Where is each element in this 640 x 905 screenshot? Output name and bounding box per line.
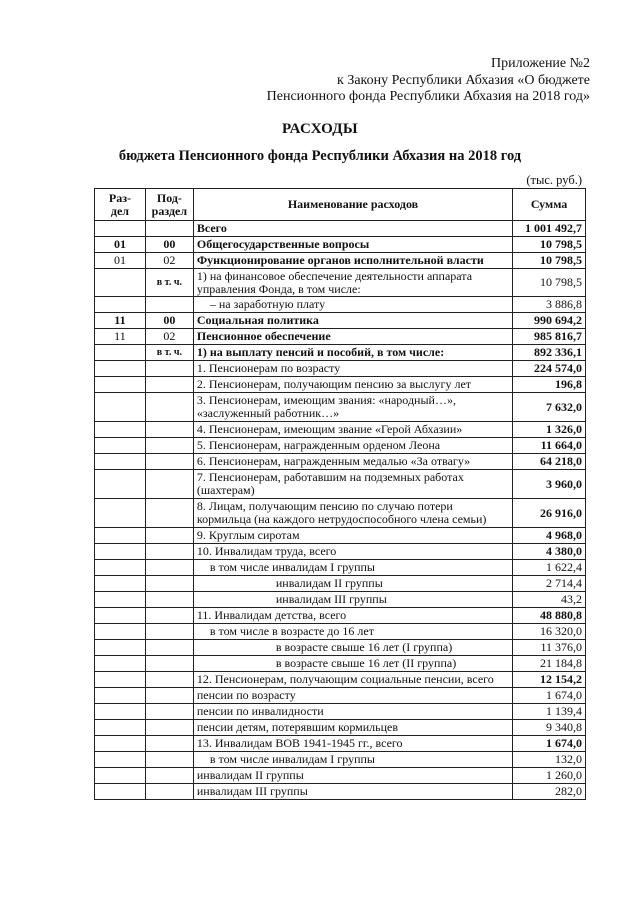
name-cell: 9. Круглым сиротам [193, 528, 512, 544]
sum-cell: 3 886,8 [513, 297, 586, 313]
table-row [95, 422, 586, 438]
header-name: Наименование расходов [193, 189, 512, 221]
table-row [95, 454, 586, 470]
table-row [95, 784, 586, 800]
sum-cell: 16 320,0 [513, 624, 586, 640]
sum-cell: 1 260,0 [513, 768, 586, 784]
sum-cell: 282,0 [513, 784, 586, 800]
podrazdel-cell [145, 297, 193, 313]
name-cell: 10. Инвалидам труда, всего [193, 544, 512, 560]
sum-cell: 196,8 [513, 377, 586, 393]
name-cell: в возрасте свыше 16 лет (II группа) [193, 656, 512, 672]
podrazdel-cell [145, 499, 193, 528]
razdel-cell: 01 [95, 253, 146, 269]
name-cell: в том числе инвалидам I группы [193, 560, 512, 576]
name-cell: инвалидам II группы [193, 768, 512, 784]
header-razdel: Раз- дел [95, 189, 146, 221]
podrazdel-cell [145, 377, 193, 393]
podrazdel-cell: 00 [145, 313, 193, 329]
name-cell: 7. Пенсионерам, работавшим на подземных работах (шахтерам) [193, 470, 512, 499]
podrazdel-cell: в т. ч. [145, 269, 193, 297]
podrazdel-cell [145, 688, 193, 704]
razdel-cell [95, 499, 146, 528]
name-cell: 3. Пенсионерам, имеющим звания: «народный…», «заслуженный работник…» [193, 393, 512, 422]
name-cell: 13. Инвалидам ВОВ 1941-1945 гг., всего [193, 736, 512, 752]
name-cell: Функционирование органов исполнительной власти [193, 253, 512, 269]
header-podrazdel: Под- раздел [145, 189, 193, 221]
law-reference-cont: Пенсионного фонда Республики Абхазия на 2018 год» [266, 89, 590, 104]
podrazdel-cell [145, 608, 193, 624]
podrazdel-cell [145, 768, 193, 784]
podrazdel-cell [145, 221, 193, 237]
name-cell: 4. Пенсионерам, имеющим звание «Герой Абхазии» [193, 422, 512, 438]
sum-cell: 10 798,5 [513, 253, 586, 269]
document-subtitle: бюджета Пенсионного фонда Республики Абхазия на 2018 год [118, 148, 522, 164]
name-cell: 1) на финансовое обеспечение деятельности аппарата управления Фонда, в том числе: [193, 269, 512, 297]
sum-cell: 3 960,0 [513, 470, 586, 499]
razdel-cell [95, 704, 146, 720]
razdel-cell [95, 688, 146, 704]
table-row [95, 329, 586, 345]
table-row [95, 736, 586, 752]
name-cell: 1) на выплату пенсий и пособий, в том числе: [193, 345, 512, 361]
podrazdel-cell [145, 784, 193, 800]
sum-cell: 43,2 [513, 592, 586, 608]
razdel-cell [95, 576, 146, 592]
table-row [95, 361, 586, 377]
sum-cell: 1 001 492,7 [513, 221, 586, 237]
name-cell: 1. Пенсионерам по возрасту [193, 361, 512, 377]
expenses-table [94, 188, 586, 800]
podrazdel-cell [145, 624, 193, 640]
name-cell: в том числе в возрасте до 16 лет [193, 624, 512, 640]
table-row [95, 752, 586, 768]
table-row [95, 768, 586, 784]
name-cell: инвалидам III группы [193, 592, 512, 608]
podrazdel-cell [145, 720, 193, 736]
razdel-cell [95, 752, 146, 768]
podrazdel-cell [145, 704, 193, 720]
name-cell: Общегосударственные вопросы [193, 237, 512, 253]
podrazdel-cell [145, 672, 193, 688]
razdel-cell [95, 422, 146, 438]
sum-cell: 26 916,0 [513, 499, 586, 528]
table-row [95, 640, 586, 656]
name-cell: инвалидам II группы [193, 576, 512, 592]
razdel-cell [95, 297, 146, 313]
sum-cell: 1 674,0 [513, 688, 586, 704]
razdel-cell: 11 [95, 329, 146, 345]
document-title: РАСХОДЫ [282, 121, 358, 137]
podrazdel-cell [145, 640, 193, 656]
sum-cell: 10 798,5 [513, 237, 586, 253]
podrazdel-cell [145, 393, 193, 422]
sum-cell: 985 816,7 [513, 329, 586, 345]
podrazdel-cell: 02 [145, 329, 193, 345]
name-cell: пенсии детям, потерявшим кормильцев [193, 720, 512, 736]
razdel-cell [95, 624, 146, 640]
sum-cell: 1 139,4 [513, 704, 586, 720]
table-row [95, 720, 586, 736]
name-cell: в возрасте свыше 16 лет (I группа) [193, 640, 512, 656]
podrazdel-cell [145, 656, 193, 672]
podrazdel-cell: 00 [145, 237, 193, 253]
sum-cell: 892 336,1 [513, 345, 586, 361]
name-cell: 6. Пенсионерам, награжденным медалью «За отвагу» [193, 454, 512, 470]
razdel-cell [95, 269, 146, 297]
razdel-cell [95, 592, 146, 608]
sum-cell: 2 714,4 [513, 576, 586, 592]
table-row [95, 297, 586, 313]
podrazdel-cell: 02 [145, 253, 193, 269]
table-row [95, 544, 586, 560]
razdel-cell [95, 608, 146, 624]
name-cell: 11. Инвалидам детства, всего [193, 608, 512, 624]
table-row [95, 560, 586, 576]
sum-cell: 7 632,0 [513, 393, 586, 422]
name-cell: – на заработную плату [193, 297, 512, 313]
podrazdel-cell [145, 560, 193, 576]
razdel-cell [95, 768, 146, 784]
razdel-cell: 01 [95, 237, 146, 253]
name-cell: Всего [193, 221, 512, 237]
podrazdel-cell [145, 592, 193, 608]
sum-cell: 11 376,0 [513, 640, 586, 656]
table-row [95, 672, 586, 688]
sum-cell: 4 968,0 [513, 528, 586, 544]
document-header [267, 56, 590, 106]
appendix-label: Приложение №2 [491, 56, 590, 71]
sum-cell: 12 154,2 [513, 672, 586, 688]
table-row [95, 704, 586, 720]
table-row [95, 438, 586, 454]
podrazdel-cell [145, 544, 193, 560]
table-header-row [95, 189, 586, 221]
podrazdel-cell [145, 752, 193, 768]
table-row [95, 576, 586, 592]
podrazdel-cell: в т. ч. [145, 345, 193, 361]
podrazdel-cell [145, 422, 193, 438]
sum-cell: 224 574,0 [513, 361, 586, 377]
name-cell: пенсии по инвалидности [193, 704, 512, 720]
sum-cell: 1 326,0 [513, 422, 586, 438]
table-row [95, 345, 586, 361]
name-cell: Пенсионное обеспечение [193, 329, 512, 345]
sum-cell: 990 694,2 [513, 313, 586, 329]
podrazdel-cell [145, 736, 193, 752]
razdel-cell [95, 438, 146, 454]
sum-cell: 21 184,8 [513, 656, 586, 672]
razdel-cell [95, 640, 146, 656]
name-cell: 8. Лицам, получающим пенсию по случаю потери кормильца (на каждого нетрудоспособного члена семьи) [193, 499, 512, 528]
razdel-cell [95, 470, 146, 499]
table-row [95, 237, 586, 253]
table-row [95, 624, 586, 640]
law-reference: к Закону Республики Абхазия «О бюджете [337, 72, 590, 88]
table-row [95, 253, 586, 269]
razdel-cell [95, 361, 146, 377]
name-cell: инвалидам III группы [193, 784, 512, 800]
podrazdel-cell [145, 470, 193, 499]
razdel-cell [95, 221, 146, 237]
sum-cell: 9 340,8 [513, 720, 586, 736]
razdel-cell [95, 377, 146, 393]
razdel-cell: 11 [95, 313, 146, 329]
sum-cell: 11 664,0 [513, 438, 586, 454]
sum-cell: 1 622,4 [513, 560, 586, 576]
name-cell: в том числе инвалидам I группы [193, 752, 512, 768]
table-row [95, 470, 586, 499]
razdel-cell [95, 720, 146, 736]
podrazdel-cell [145, 361, 193, 377]
podrazdel-cell [145, 576, 193, 592]
units-label: (тыс. руб.) [526, 173, 582, 187]
sum-cell: 48 880,8 [513, 608, 586, 624]
sum-cell: 1 674,0 [513, 736, 586, 752]
sum-cell: 64 218,0 [513, 454, 586, 470]
razdel-cell [95, 736, 146, 752]
sum-cell: 10 798,5 [513, 269, 586, 297]
table-row [95, 688, 586, 704]
table-row [95, 393, 586, 422]
razdel-cell [95, 454, 146, 470]
table-row [95, 269, 586, 297]
name-cell: 2. Пенсионерам, получающим пенсию за выслугу лет [193, 377, 512, 393]
razdel-cell [95, 544, 146, 560]
razdel-cell [95, 393, 146, 422]
podrazdel-cell [145, 438, 193, 454]
podrazdel-cell [145, 528, 193, 544]
razdel-cell [95, 672, 146, 688]
name-cell: пенсии по возрасту [193, 688, 512, 704]
razdel-cell [95, 528, 146, 544]
table-row [95, 377, 586, 393]
header-sum: Сумма [513, 189, 586, 221]
sum-cell: 132,0 [513, 752, 586, 768]
razdel-cell [95, 345, 146, 361]
name-cell: 5. Пенсионерам, награжденным орденом Леона [193, 438, 512, 454]
table-row [95, 656, 586, 672]
table-row [95, 499, 586, 528]
table-row [95, 528, 586, 544]
name-cell: Социальная политика [193, 313, 512, 329]
razdel-cell [95, 784, 146, 800]
sum-cell: 4 380,0 [513, 544, 586, 560]
table-row [95, 221, 586, 237]
razdel-cell [95, 656, 146, 672]
table-row [95, 313, 586, 329]
name-cell: 12. Пенсионерам, получающим социальные пенсии, всего [193, 672, 512, 688]
podrazdel-cell [145, 454, 193, 470]
table-row [95, 592, 586, 608]
table-row [95, 608, 586, 624]
razdel-cell [95, 560, 146, 576]
